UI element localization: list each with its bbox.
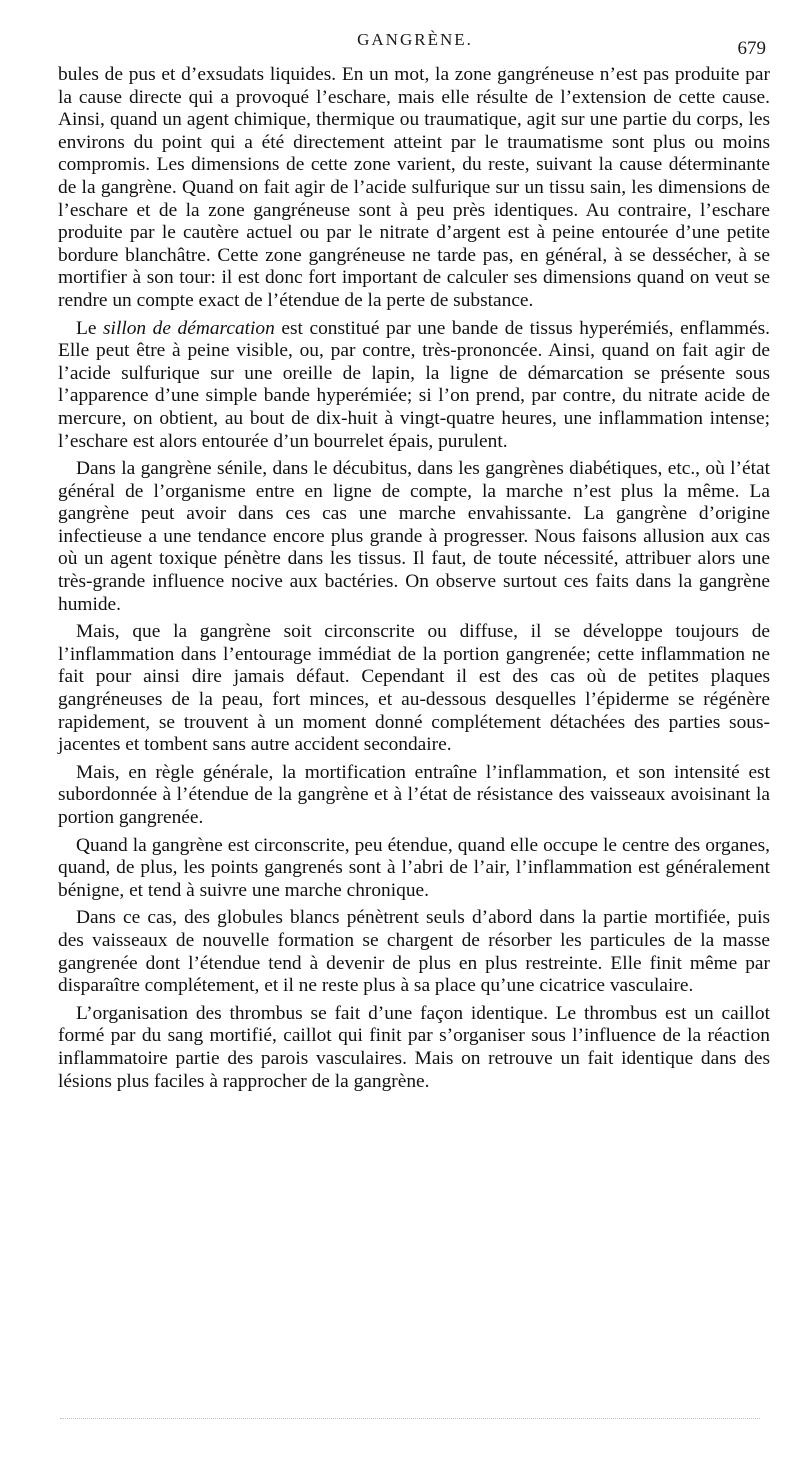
paragraph-6: Quand la gangrène est circonscrite, peu étendue, quand elle occupe le centre des organes, quand, de plus, les points gangrenés sont à l’abri de l’air, l’inflammation est généralement bénigne, et tend à suivre une marche chronique. <box>58 834 770 901</box>
running-title: GANGRÈNE. <box>357 30 473 49</box>
body-text <box>58 64 770 1098</box>
paragraph-5: Mais, en règle générale, la mortification entraîne l’inflammation, et son intensité est subordonnée à l’étendue de la gangrène et à l’état de résistance des vaisseaux avoisinant la portion gangrenée. <box>58 761 770 828</box>
page-header <box>60 30 770 60</box>
sillon-de-demarcation-term: sillon de démarcation <box>103 317 275 339</box>
paragraph-2-body: est constitué par une bande de tissus hyperémiés, enflammés. Elle peut être à peine visible, ou, par contre, très-prononcée. Ainsi, quand on fait agir de l’acide sulfurique sur une oreille de lapin, la ligne de démarcation se présente sous l’apparence d’une simple bande hyperémiée; si l’on prend, par contre, du nitrate acide de mercure, on obtient, au bout de dix-huit à vingt-quatre heures, une inflammation intense; l’eschare est alors entourée d’un bourrelet épais, purulent. <box>58 317 770 452</box>
paragraph-2 <box>58 318 770 454</box>
footer-rule <box>60 1418 760 1419</box>
paragraph-3: Dans la gangrène sénile, dans le décubitus, dans les gangrènes diabétiques, etc., où l’état général de l’organisme entre en ligne de compte, la marche n’est plus la même. La gangrène peut avoir dans ces cas une marche envahissante. La gangrène d’origine infectieuse a une tendance encore plus grande à progresser. Nous faisons allusion aux cas où un agent toxique pénètre dans les tissus. Il faut, de toute nécessité, attribuer alors une très-grande influence nocive aux bactéries. On observe surtout ces faits dans la gangrène humide. <box>58 458 770 615</box>
paragraph-8: L’organisation des thrombus se fait d’une façon identique. Le thrombus est un caillot formé par du sang mortifié, caillot qui finit par s’organiser sous l’influence de la réaction inflammatoire partie des parois vasculaires. Mais on retrouve un fait identique dans des lésions plus faciles à rapprocher de la gangrène. <box>58 1002 770 1092</box>
paragraph-7: Dans ce cas, des globules blancs pénètrent seuls d’abord dans la partie mortifiée, puis des vaisseaux de nouvelle formation se chargent de résorber les particules de la masse gangrenée dont l’étendue tend à devenir de plus en plus restreinte. Elle finit même par disparaître complétement, et il ne reste plus à sa place qu’une cicatrice vasculaire. <box>58 907 770 997</box>
paragraph-4: Mais, que la gangrène soit circonscrite ou diffuse, il se développe toujours de l’inflammation dans l’entourage immédiat de la portion gangrenée; cette inflammation ne fait pour ainsi dire jamais défaut. Cependant il est des cas où de petites plaques gangréneuses de la peau, fort minces, et au-dessous desquelles l’épiderme se régénère rapidement, se trouvent à un moment donné complétement détachées des parties sous-jacentes et tombent sans autre accident secondaire. <box>58 621 770 756</box>
paragraph-2-lead: Le <box>76 317 104 339</box>
page-number: 679 <box>737 38 766 59</box>
paragraph-1: bules de pus et d’exsudats liquides. En un mot, la zone gangréneuse n’est pas produite par la cause directe qui a provoqué l’eschare, mais elle résulte de l’extension de cette cause. Ainsi, quand un agent chimique, thermique ou traumatique, agit sur une partie du corps, les environs du point qui a été directement atteint par le traumatisme sont plus ou moins compromis. Les dimensions de cette zone varient, du reste, suivant la cause déterminante de la gangrène. Quand on fait agir de l’acide sulfurique sur un tissu sain, les dimensions de l’eschare et de la zone gangréneuse sont à peu près identiques. Au contraire, l’eschare produite par le cautère actuel ou par le nitrate d’argent est à peine entourée d’une petite bordure blanchâtre. Cette zone gangréneuse ne tarde pas, en général, à se dessécher, à se mortifier à son tour: il est donc fort important de calculer ses dimensions quand on veut se rendre un compte exact de l’étendue de la perte de substance. <box>58 64 770 311</box>
